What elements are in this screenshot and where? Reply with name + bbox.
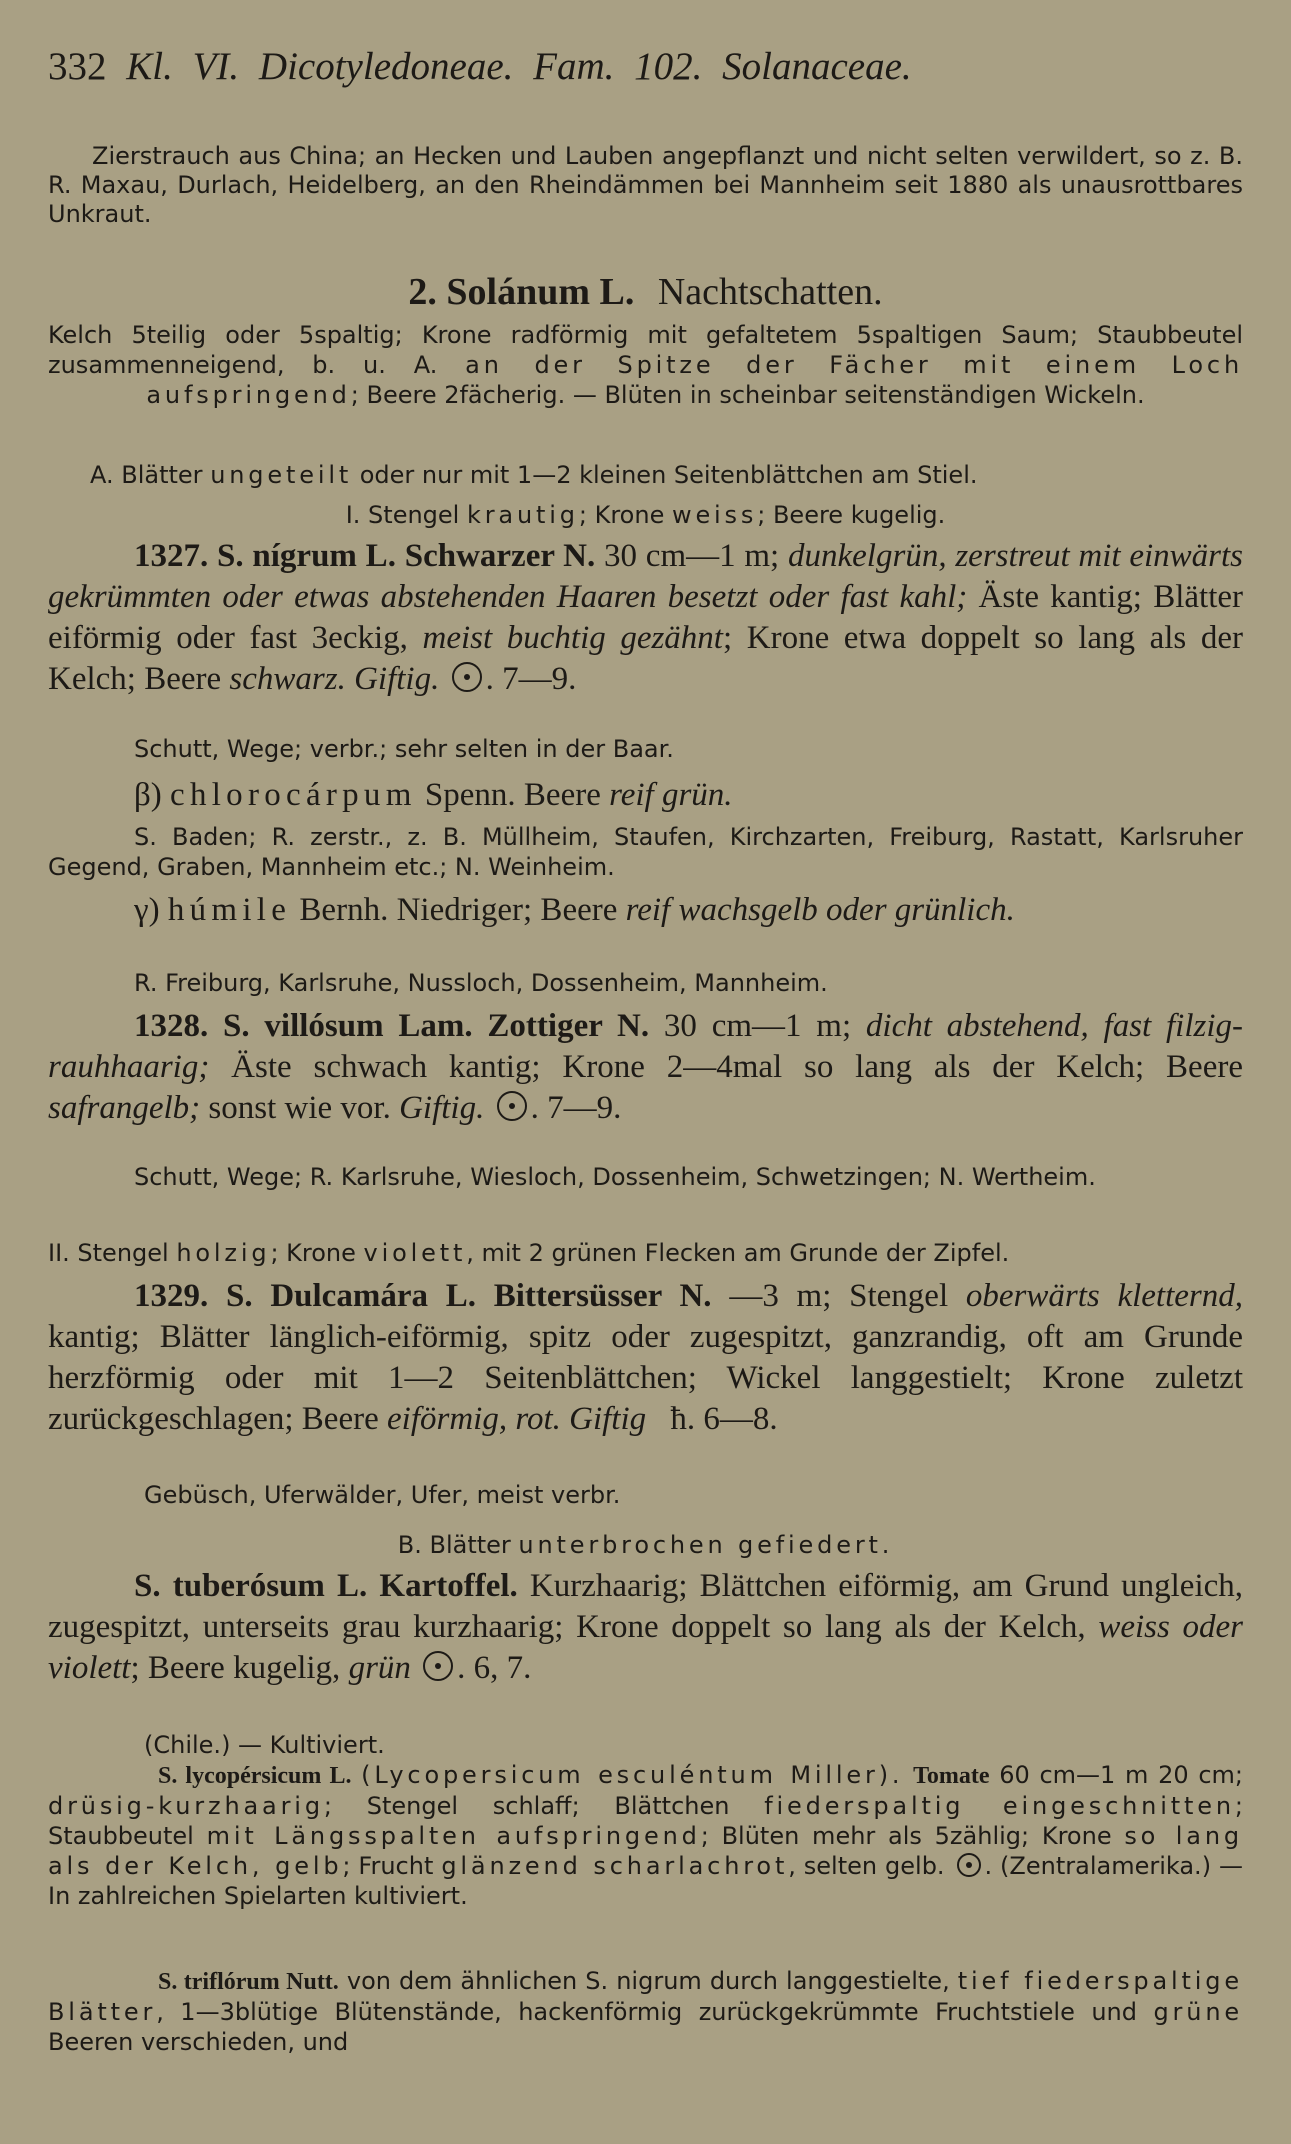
triflorum-heading: S. triflórum Nutt. [158,1969,339,1995]
section-ii-heading: II. Stengel holzig; Krone violett, mit 2 grünen Flecken am Grunde der Zipfel. [48,1239,1010,1267]
shrub-symbol: ħ. [670,1401,696,1437]
species-1329-heading: 1329. S. Dulcamára L. Bittersüsser N. [134,1278,712,1314]
species-1328-locations: Schutt, Wege; R. Karlsruhe, Wiesloch, Dossenheim, Schwetzingen; N. Wertheim. [134,1163,1096,1191]
genus-common-name: Nachtschatten. [657,271,883,313]
variety-beta: β) chlorocárpum Spenn. Beere reif grün. [134,777,733,813]
species-1328-heading: 1328. S. villósum Lam. Zottiger N. [134,1008,650,1044]
annual-sun-icon [423,1651,453,1681]
section-a-heading: A. Blätter ungeteilt oder nur mit 1—2 kleinen Seitenblättchen am Stiel. [90,461,978,489]
intro-paragraph: Zierstrauch aus China; an Hecken und Lauben angepflanzt und nicht selten verwildert, so z. B. R. Maxau, Durlach, Heidelberg, an den Rheindämmen bei Mannheim seit 1880 als unausrottbares Unkraut. [48,142,1243,228]
tuberosum-heading: S. tuberósum L. Kartoffel. [134,1568,518,1604]
annual-sun-icon [957,1853,981,1877]
species-1329-locations: Gebüsch, Uferwälder, Ufer, meist verbr. [144,1481,621,1509]
page-number: 332 [48,45,107,88]
section-b-heading: B. Blätter unterbrochen gefiedert. [397,1531,894,1559]
section-i-heading: I. Stengel krautig; Krone weiss; Beere kugelig. [345,501,946,529]
variety-gamma-locations: R. Freiburg, Karlsruhe, Nussloch, Dossenheim, Mannheim. [134,969,828,997]
tuberosum-locations: (Chile.) — Kultiviert. [144,1731,385,1759]
lycopersicum-heading: S. lycopérsicum L. [158,1763,352,1789]
species-1328: 1328. S. villósum Lam. Zottiger N. 30 cm—1 m; dicht abstehend, fast filzig-rauhhaarig; Äste schwach kantig; Krone 2—4mal so lang als der Kelch; Beere safrangelb; sonst wie vor. Giftig. . 7—9. [48,1008,1243,1126]
variety-beta-locations: S. Baden; R. zerstr., z. B. Müllheim, Staufen, Kirchzarten, Freiburg, Rastatt, Karlsruher Gegend, Graben, Mannheim etc.; N. Weinheim. [48,823,1243,881]
species-lycopersicum: S. lycopérsicum L. (Lycopersicum esculéntum Miller). Tomate 60 cm—1 m 20 cm; drüsig-kurzhaarig; Stengel schlaff; Blättchen fiederspaltig eingeschnitten; Staubbeutel mit Längsspalten aufspringend; Blüten mehr als 5zählig; Krone so lang als der Kelch, gelb; Frucht glänzend scharlachrot, selten gelb. . (Zentralamerika.) — In zahlreichen Spielarten kultiviert. [48,1761,1243,1910]
running-header [48,42,1243,92]
species-triflorum: S. triflórum Nutt. von dem ähnlichen S. nigrum durch langgestielte, tief fiederspaltige Blätter, 1—3blütige Blütenstände, hackenförmig zurückgekrümmte Fruchtstiele und grüne Beeren verschieden, und [48,1967,1243,2056]
annual-sun-icon [497,1091,527,1121]
species-1327: 1327. S. nígrum L. Schwarzer N. 30 cm—1 m; dunkelgrün, zerstreut mit einwärts gekrümmten oder etwas abstehenden Haaren besetzt oder fast kahl; Äste kantig; Blätter eiförmig oder fast 3eckig, meist buchtig gezähnt; Krone etwa doppelt so lang als der Kelch; Beere schwarz. Giftig. . 7—9. [48,538,1244,697]
species-1327-locations: Schutt, Wege; verbr.; sehr selten in der Baar. [134,735,674,763]
species-1329: 1329. S. Dulcamára L. Bittersüsser N. —3 m; Stengel oberwärts kletternd, kantig; Blätter länglich-eiförmig, spitz oder zugespitzt, ganzrandig, oft am Grunde herzförmig oder mit 1—2 Seitenblättchen; Wickel langgestielt; Krone zuletzt zurückgeschlagen; Beere eiförmig, rot. Giftig ħ. 6—8. [48,1278,1244,1437]
species-tuberosum: S. tuberósum L. Kartoffel. Kurzhaarig; Blättchen eiförmig, am Grund ungleich, zugespitzt, unterseits grau kurzhaarig; Krone doppelt so lang als der Kelch, weiss oder violett; Beere kugelig, grün . 6, 7. [48,1568,1244,1686]
header-title: Kl. VI. Dicotyledoneae. Fam. 102. Solanaceae. [126,45,912,88]
genus-number: 2. [408,271,437,313]
genus-heading [48,268,1243,316]
variety-gamma: γ) húmile Bernh. Niedriger; Beere reif wachsgelb oder grünlich. [134,892,1015,928]
annual-sun-icon [452,662,482,692]
genus-name: Solánum L. [446,271,635,313]
genus-description: Kelch 5teilig oder 5spaltig; Krone radförmig mit gefaltetem 5spaltigen Saum; Staubbeutel zusammenneigend, b. u. A. an der Spitze der Fächer mit einem Loch aufspringend; Beere 2fächerig. — Blüten in scheinbar seitenständigen Wickeln. [48,321,1244,409]
species-1327-heading: 1327. S. nígrum L. Schwarzer N. [134,538,596,574]
